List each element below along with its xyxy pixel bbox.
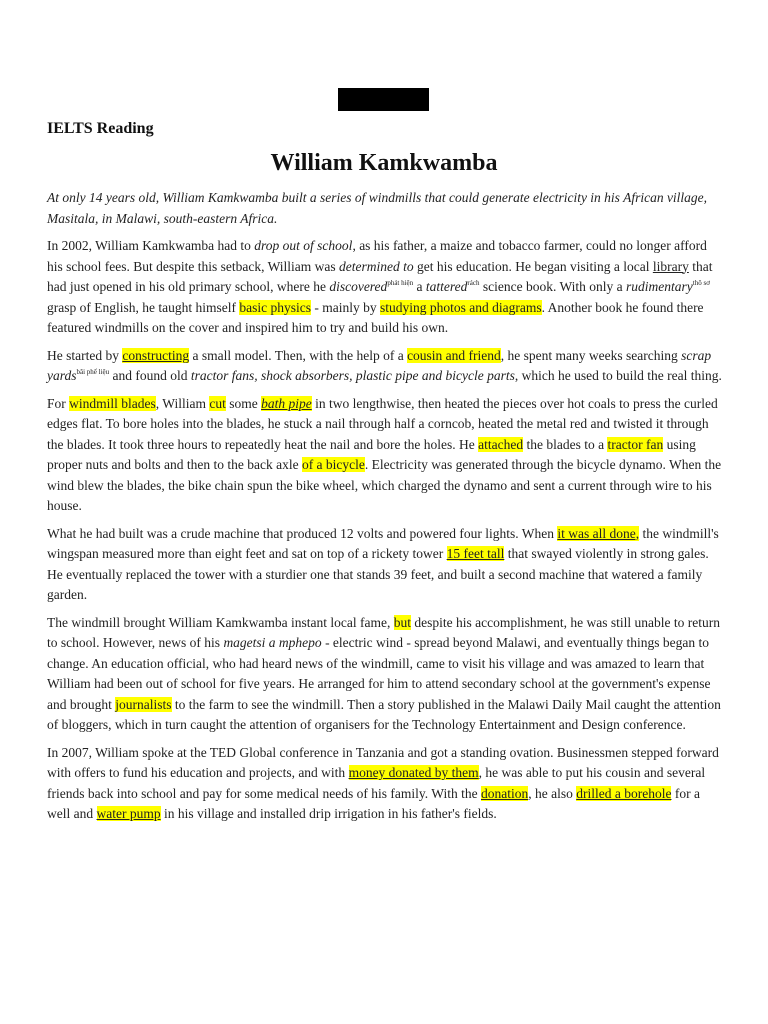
paragraph-3 [47, 394, 723, 517]
text-run: . Electricity was generated through the bicycle dynamo. When the wind blew the blades, the bike chain spun the bike wheel, which charged the dynamo and sent a current through wire to his house. [47, 457, 722, 513]
italic-phrase: magetsi a mphepo [223, 635, 322, 650]
text-run: , he was able to put his cousin and several friends back into school and pay for some medical needs of his family. With the [47, 765, 706, 801]
highlighted-phrase: windmill blades [69, 395, 156, 411]
highlighted-phrase: studying photos and diagrams [379, 299, 542, 315]
translation-note: phát hiện [387, 279, 414, 287]
highlighted-phrase: of a bicycle [301, 457, 365, 472]
text-run: What he had built was a crude machine that produced 12 volts and powered four lights. When [47, 525, 558, 541]
highlighted-underlined-phrase: drilled a borehole [576, 785, 672, 801]
italic-phrase: rudimentary [626, 279, 693, 294]
paragraph-2 [47, 346, 723, 387]
text-run: At only 14 years old, William Kamkwamba built a series of windmills that could generate electricity in his African village, Masitala, in Malawi, south-eastern Africa. [47, 190, 708, 226]
text-run: that swayed violently in strong gales. He eventually replaced the tower with a sturdier one that stands 39 feet, and built a second machine that watered a family garden. [47, 546, 709, 602]
text-run: In 2002, William Kamkwamba had to [47, 238, 255, 253]
paragraph-6 [47, 743, 723, 825]
translation-note: bãi phế liệu [76, 368, 110, 376]
underlined-term: library [652, 258, 689, 274]
text-run: grasp of English, he taught himself [47, 299, 240, 315]
highlighted-phrase: journalists [115, 696, 172, 712]
text-run: get his education. He began visiting a local [413, 258, 653, 274]
text-run: In 2007, William spoke at the TED Global conference in Tanzania and got a standing ovation. Businessmen stepped forward with offers to fund his education and projects, and with [47, 744, 719, 780]
redaction-bar [338, 88, 429, 111]
section-label: IELTS Reading [47, 120, 154, 137]
highlighted-underlined-phrase: constructing [122, 347, 190, 363]
translation-note: rách [467, 279, 480, 287]
italic-phrase: scrap yards [47, 347, 712, 383]
translation-note: thô sơ [692, 279, 710, 287]
text-run: and found old [109, 368, 191, 383]
italic-phrase: tractor fans, shock absorbers, plastic pipe and bicycle parts [190, 368, 515, 383]
text-run: , which he used to build the real thing. [514, 368, 722, 383]
text-run: , as his father, a maize and tobacco farmer, could no longer afford his school fees. But despite this setback, William was [47, 238, 707, 274]
paragraph-5 [47, 613, 723, 736]
highlighted-underlined-phrase: donation [480, 785, 529, 801]
text-run: the windmill's wingspan measured more than eight feet and sat on top of a rickety tower [47, 525, 719, 561]
text-run: the blades to a [523, 436, 608, 452]
text-run: - electric wind - spread beyond Malawi, and eventually things began to change. An education official, who had heard news of the windmill, came to visit his village and was amazed to learn that William had been out of school for five years. He arranged for him to attend secondary school at the government's expense and brought [47, 635, 711, 712]
paragraph-4 [47, 524, 723, 606]
document-title: William Kamkwamba [270, 150, 498, 176]
text-run: The windmill brought William Kamkwamba instant local fame, [47, 614, 394, 630]
highlighted-underlined-phrase: water pump [96, 806, 161, 821]
text-run: in two lengthwise, then heated the pieces over hot coals to press the curled edges flat. To bore holes into the blades, he stuck a nail through half a corncob, heated the metal red and twisted it through the blades. It took three hours to repeatedly heat the nail and bore the holes. He [47, 395, 718, 452]
text-run: , he also [528, 785, 577, 801]
text-run: to the farm to see the windmill. Then a story published in the Malawi Daily Mail caught the attention of bloggers, which in turn caught the attention of organisers for the Technology Entertainment and Design conference. [47, 696, 721, 732]
highlighted-phrase: tractor fan [607, 436, 664, 452]
italic-phrase: determined to [339, 258, 414, 274]
text-run: science book. With only a [479, 279, 627, 294]
article-body [47, 188, 723, 832]
highlighted-italic-phrase: bath pipe [261, 395, 312, 411]
italic-phrase: tattered [425, 279, 468, 294]
text-run: , William [155, 395, 210, 411]
italic-phrase: drop out of school [254, 238, 353, 253]
intro-paragraph [47, 188, 723, 229]
text-run: using proper nuts and bolts and then to the back axle [47, 436, 696, 472]
text-run: a small model. Then, with the help of a [189, 347, 408, 363]
highlighted-underlined-phrase: money donated by them [348, 765, 479, 780]
text-run: in his village and installed drip irrigation in his father's fields. [160, 806, 497, 821]
text-run: despite his accomplishment, he was still unable to return to school. However, news of his [47, 614, 720, 650]
text-run: He started by [47, 347, 123, 363]
text-run: some [225, 395, 262, 411]
text-run: a [413, 279, 426, 294]
highlighted-phrase: cousin and friend [407, 347, 501, 363]
text-run: - mainly by [310, 299, 380, 315]
text-run: For [47, 395, 70, 411]
text-run: for a well and [47, 785, 700, 821]
highlighted-underlined-phrase: 15 feet tall [446, 546, 505, 561]
highlighted-phrase: basic physics [239, 299, 311, 315]
text-run: . Another book he found there featured windmills on the cover and inspired him to try and build his own. [47, 299, 704, 335]
paragraph-1 [47, 236, 723, 339]
text-run: , he spent many weeks searching [500, 347, 682, 363]
highlighted-underlined-phrase: it was all done, [557, 525, 640, 541]
highlighted-phrase: but [393, 614, 412, 630]
italic-phrase: discovered [329, 279, 388, 294]
text-run: that had just opened in his old primary school, where he [47, 258, 713, 294]
highlighted-phrase: attached [478, 436, 524, 452]
highlighted-phrase: cut [209, 395, 226, 411]
